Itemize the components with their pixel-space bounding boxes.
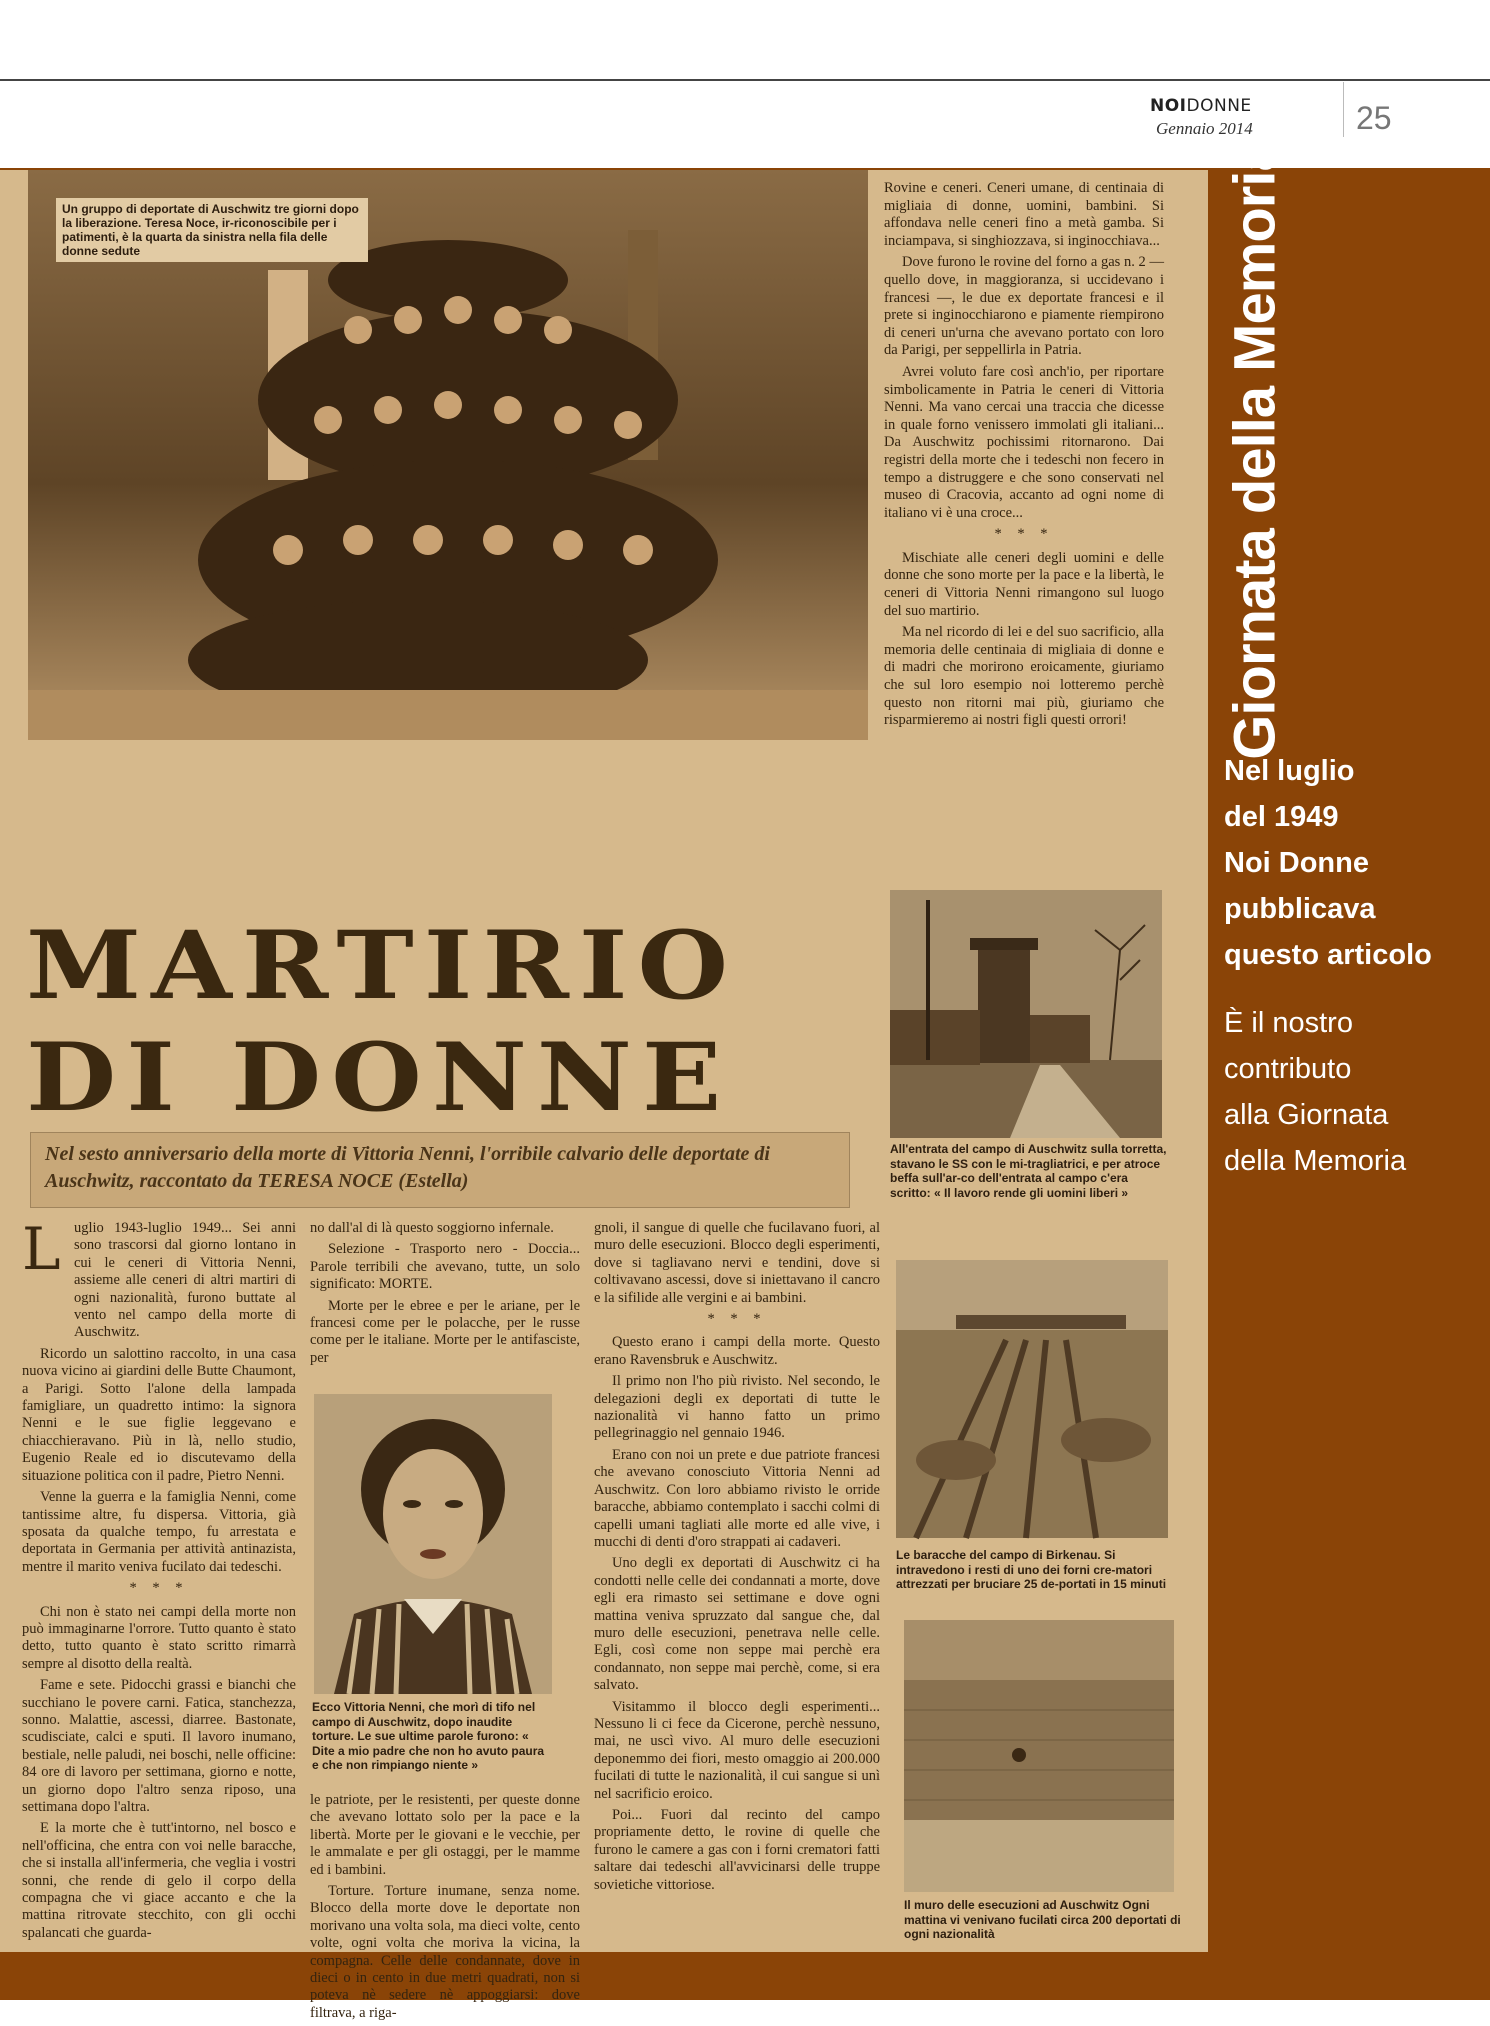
intro-line: alla Giornata — [1224, 1099, 1389, 1131]
camp-entrance-photo — [890, 890, 1162, 1138]
text-column-3 — [594, 1220, 880, 1898]
headline-line-2: DI DONNE — [26, 1021, 732, 1133]
paragraph: E la morte che è tutt'intorno, nel bosco e nell'officina, che entra con voi nelle baracche, che si installa all'infermeria, che veglia i vostri sonni, che rende di gelo il corpo della compagna che vi giace accanto e che la mattina ritrovate stecchito, con gli occhi spalancati che guarda- — [22, 1820, 296, 1941]
paragraph: uglio 1943-luglio 1949... Sei anni sono trascorsi dal giorno lontano in cui le ceneri di Vittoria Nenni, assieme alle ceneri di altri martiri di ogni nazionalità, furono buttate al vento nel campo della morte di Auschwitz. — [74, 1220, 296, 1341]
text-column-1 — [22, 1215, 296, 1946]
intro-line: Nel luglio — [1224, 755, 1355, 787]
magazine-brand — [1150, 96, 1252, 116]
execution-wall-caption: Il muro delle esecuzioni ad Auschwitz Ogni mattina vi venivano fucilati circa 200 deportati di ogni nazionalità — [904, 1898, 1181, 1941]
subtitle: Nel sesto anniversario della morte di Vittoria Nenni, l'orribile calvario delle deportate di Auschwitz, raccontato da TERESA NOCE (Estella) — [45, 1143, 770, 1192]
headline — [26, 910, 886, 1133]
intro-line: del 1949 — [1224, 801, 1339, 833]
intro-line: pubblicava — [1224, 893, 1376, 925]
paragraph: Selezione - Trasporto nero - Doccia... Parole terribili che avevano, tutte, un solo significato: MORTE. — [310, 1241, 580, 1293]
paragraph: Venne la guerra e la famiglia Nenni, come tantissime altre, fu dispersa. Vittoria, già sposata da qualche tempo, fu arrestata e deportata in Germania per attività antinazista, mentre il marito veniva fucilato dai tedeschi. — [22, 1489, 296, 1575]
birkenau-barracks-photo — [896, 1260, 1168, 1538]
paragraph: Dove furono le rovine del forno a gas n. 2 — quello dove, in maggioranza, si uccidevano i francesi —, le due ex deportate francesi e il prete si inginocchiarono e piamente riempirono di ceneri un'urna che avevano portato con loro da Parigi, per seppellirla in Patria. — [884, 254, 1164, 359]
paragraph: Questo erano i campi della morte. Questo erano Ravensbruk e Auschwitz. — [594, 1334, 880, 1368]
paragraph: Uno degli ex deportati di Auschwitz ci ha condotti nelle celle dei condannati a morte, dove egli era rimasto sei settimane e dove ogni mattina veniva spruzzato dal sangue che, dal muro delle esecuzioni, penetrava nelle celle. Egli, così come non seppe mai perchè era condannato, non seppe mai perchè, come, si era salvato. — [594, 1555, 880, 1694]
paragraph: Erano con noi un prete e due patriote francesi che avevano conosciuto Vittoria Nenni ad Auschwitz. Con loro abbiamo rivisto le orride baracche, abbiamo contemplato i sacchi colmi di capelli umani tagliati alle morte ed alle vive, i mucchi di denti d'oro strappati ai cadaveri. — [594, 1446, 880, 1550]
group-photo — [28, 170, 868, 740]
paragraph: no dall'al di là questo soggiorno infernale. — [310, 1220, 554, 1236]
section-title-text: Giornata della Memoria — [1222, 140, 1288, 760]
paragraph: Fame e sete. Pidocchi grassi e bianchi che succhiano le povere carni. Fatica, stanchezza, sonno. Malattie, ascessi, diarree. Bastonate, scudisciate, calci e sputi. Il lavoro inumano, bestiale, nelle paludi, nei boschi, nelle officine: 84 ore di lavoro per settimana, giorno e notte, un giorno dopo l'altro senza riposo, una settimana dopo l'altra. — [22, 1677, 296, 1815]
paragraph: le patriote, per le resistenti, per queste donne che avevano lottato solo per la pace e la libertà. Morte per le giovani e le vecchie, per le ammalate e per gli ostaggi, per le mamme ed i bambini. — [310, 1792, 580, 1878]
intro-line: Noi Donne — [1224, 847, 1369, 879]
intro-line: contributo — [1224, 1053, 1352, 1085]
camp-entrance-caption: All'entrata del campo di Auschwitz sulla torretta, stavano le SS con le mi-tragliatrici, e per atroce beffa sull'ar-co dell'entrata al campo c'era scritto: « Il lavoro rende gli uomini liberi » — [890, 1142, 1167, 1200]
intro-line: È il nostro — [1224, 1007, 1353, 1039]
section-stars: * * * — [129, 1580, 189, 1597]
intro-line: della Memoria — [1224, 1145, 1407, 1177]
section-stars: * * * — [994, 526, 1054, 543]
text-column-2 — [310, 1220, 580, 1371]
birkenau-barracks-caption: Le baracche del campo di Birkenau. Si intravedono i resti di uno dei forni cre-matori attrezzati per bruciare 25 de-portati in 15 minuti — [896, 1548, 1167, 1591]
paragraph: Rovine e ceneri. Ceneri umane, di centinaia di migliaia di donne, uomini, bambini. Si affondava nelle ceneri fino a metà gamba. Si inciampava, si singhiozzava, si inginocchiava... — [884, 180, 1164, 249]
section-title — [1215, 140, 1295, 760]
newspaper-clipping — [0, 170, 1208, 2021]
intro-bold-text — [1224, 748, 1484, 978]
execution-wall-image — [904, 1620, 1174, 1892]
brand-rest: DONNE — [1186, 96, 1252, 116]
portrait-image — [314, 1394, 552, 1694]
paragraph: Poi... Fuori dal recinto del campo propriamente detto, le rovine di quelle che furono le camere a gas con i forni crematori fatti saltare dai tedeschi all'avvicinarsi delle truppe sovietiche vittoriose. — [594, 1807, 880, 1893]
portrait-photo — [314, 1394, 552, 1694]
paragraph: gnoli, il sangue di quelle che fucilavano fuori, al muro delle esecuzioni. Blocco degli esperimenti, dove si tagliavano nervi e tendini, dove si coltivavano ascessi, dove si iniettavano il cancro e la sifilide alle vergini e ai bambini. — [594, 1220, 880, 1306]
paragraph: Ma nel ricordo di lei e del suo sacrificio, alla memoria delle centinaia di migliaia di donne e di madri che morirono eroicamente, giuriamo che sul loro esempio noi lotteremo perchè questo non ritorni mai più, giuriamo che risparmieremo ai nostri figli questi orrori! — [884, 624, 1164, 729]
paragraph: Ricordo un salottino raccolto, in una casa nuova vicino ai giardini delle Butte Chaumont, a Parigi. Sotto l'alone della lampada famigliare, un quadretto intimo: la signora Nenni e le sue figlie leggevano e chiacchieravano. Più in là, nello studio, Eugenio Reale ed io discutevamo della situazione politica con il padre, Pietro Nenni. — [22, 1345, 296, 1484]
issue-date: Gennaio 2014 — [1156, 119, 1253, 138]
dropcap: L — [22, 1215, 61, 1283]
camp-entrance-image — [890, 890, 1162, 1138]
header-separator — [1343, 82, 1344, 137]
paragraph: Mischiate alle ceneri degli uomini e delle donne che sono morte per la pace e la libertà, le ceneri di Vittoria Nenni rimangono sul luogo del suo martirio. — [884, 549, 1164, 619]
subtitle-box — [30, 1132, 850, 1208]
portrait-caption: Ecco Vittoria Nenni, che morì di tifo nel campo di Auschwitz, dopo inaudite torture. Le sue ultime parole furono: « Dite a mio padre che non ho avuto paura e che non rimpiango niente » — [312, 1700, 545, 1772]
page-number: 25 — [1356, 100, 1392, 136]
header-rule — [0, 79, 1490, 81]
execution-wall-photo — [904, 1620, 1174, 1892]
intro-light-text — [1224, 1000, 1484, 1184]
paragraph: Avrei voluto fare così anch'io, per riportare simbolicamente in Patria le ceneri di Vittoria Nenni. Ma vano cercai una traccia che dicesse in quale forno venissero immolati gli italiani... Da Auschwitz pochissimi ritornarono. Dai registri della morte che i tedeschi non fecero in tempo a distruggere e che sono conservati nel museo di Cracovia, accanto ad ogni nome di italiano vi è una croce... — [884, 363, 1164, 521]
paragraph: Visitammo il blocco degli esperimenti... Nessuno li ci fece da Cicerone, perchè nessuno, mai, ne uscì vivo. Al muro delle esecuzioni deponemmo dei fiori, mesto omaggio ai 200.000 fucilati di tutte le nazionalità, il cui sangue si unì nel sacrificio eroico. — [594, 1698, 880, 1802]
headline-line-1: MARTIRIO — [26, 910, 739, 1021]
group-photo-caption: Un gruppo di deportate di Auschwitz tre giorni dopo la liberazione. Teresa Noce, ir-riconoscibile per i patimenti, è la quarta da sinistra nella fila delle donne sedute — [56, 198, 368, 262]
text-column-4 — [884, 180, 1164, 734]
paragraph: Il primo non l'ho più rivisto. Nel secondo, le delegazioni degli ex deportati di tutte le nazionalità vi hanno fatto un primo pellegrinaggio nel gennaio 1946. — [594, 1373, 880, 1442]
paragraph: Morte per le ebree e per le ariane, per le francesi come per le polacche, per le russe come per le italiane. Morte per le antifasciste, per — [310, 1297, 580, 1366]
intro-line: questo articolo — [1224, 939, 1432, 971]
birkenau-barracks-image — [896, 1260, 1168, 1538]
text-column-2-continued — [310, 1792, 580, 2026]
paragraph: Torture. Torture inumane, senza nome. Blocco della morte dove le deportate non morivano una volta sola, ma dieci volte, cento volte, ogni volta che moriva la vicina, la compagna. Celle delle condannate, dove in dieci o in cento in due metri quadrati, non si poteva nè sedere nè appoggiarsi: dove filtrava, a riga- — [310, 1883, 580, 2021]
paragraph: Chi non è stato nei campi della morte non può immaginarne l'orrore. Tutto quanto è stato detto, tutto quanto è stato scritto rimarrà sempre al disotto della realtà. — [22, 1603, 296, 1672]
section-stars: * * * — [707, 1311, 767, 1328]
brand-bold: NOI — [1150, 96, 1187, 116]
